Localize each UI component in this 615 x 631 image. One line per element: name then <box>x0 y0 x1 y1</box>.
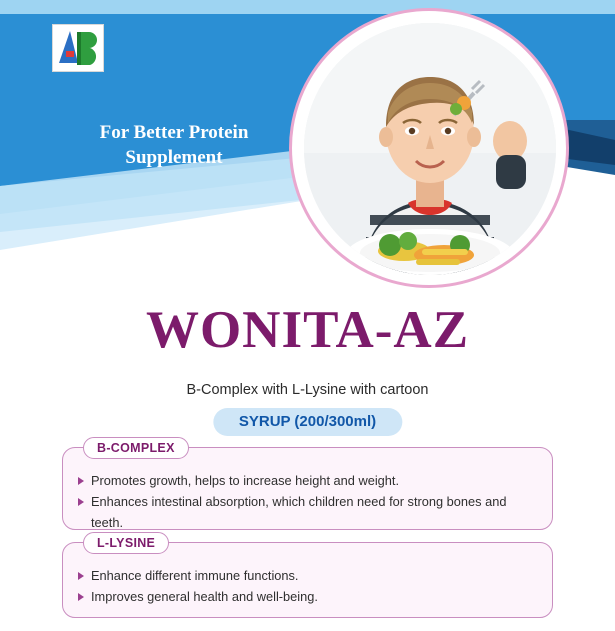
top-banner <box>0 0 615 288</box>
list-item: Promotes growth, helps to increase height and weight. <box>77 470 538 491</box>
brand-logo <box>52 24 104 72</box>
info-box-b-complex <box>62 441 553 530</box>
product-name: WONITA-AZ <box>145 301 470 359</box>
child-eating-vegetables-illustration <box>304 23 556 275</box>
child-photo <box>304 23 556 275</box>
product-subtitle: B-Complex with L-Lysine with cartoon <box>186 382 429 398</box>
benefit-list <box>63 448 552 533</box>
list-item: Enhance different immune functions. <box>77 565 538 586</box>
list-item: Enhances intestinal absorption, which children need for strong bones and teeth. <box>77 491 538 533</box>
dosage-form-badge: SYRUP (200/300ml) <box>213 408 402 436</box>
banner-headline: For Better Protein Supplement <box>99 122 249 168</box>
info-box-tag: B-COMPLEX <box>83 437 189 459</box>
brand-logo-mark <box>53 25 103 71</box>
info-box-tag: L-LYSINE <box>83 532 169 554</box>
info-box-l-lysine <box>62 536 553 618</box>
list-item: Improves general health and well-being. <box>77 586 538 607</box>
photo-ring <box>289 8 569 288</box>
